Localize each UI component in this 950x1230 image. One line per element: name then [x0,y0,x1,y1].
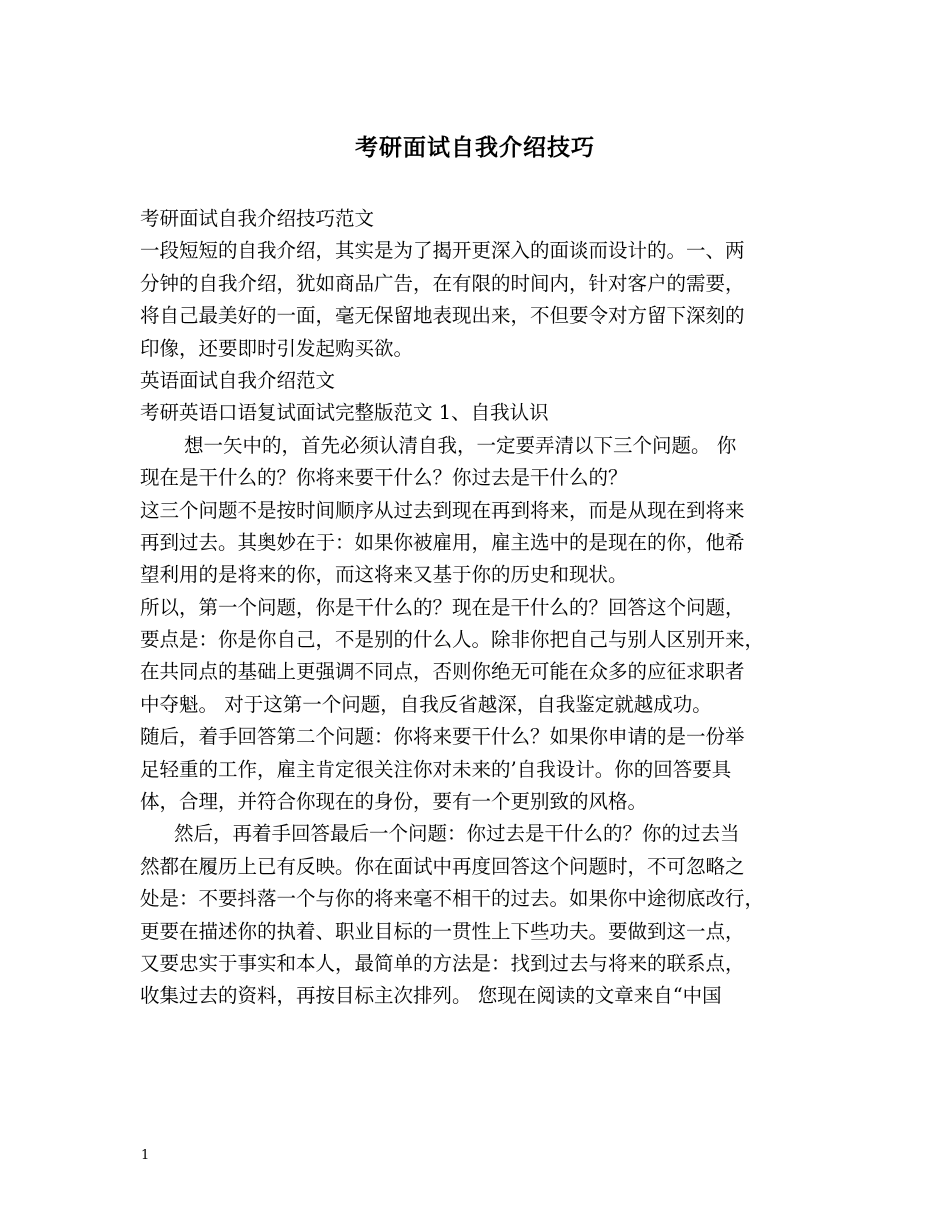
page-number: 1 [141,1148,150,1163]
body-line: 考研面试自我介绍技巧范文 [140,207,375,230]
document-title: 考研面试自我介绍技巧 [355,134,595,161]
body-line: 现在是干什么的？你将来要干什么？你过去是干什么的？ [140,466,628,490]
body-line: 要点是：你是你自己，不是别的什么人。除非你把自己与别人区别开来， [140,628,765,652]
body-line: 印像，还要即时引发起购买欲。 [140,336,414,360]
body-line: 然后，再着手回答最后一个问题：你过去是干什么的？你的过去当 [174,822,740,846]
body-line: 分钟的自我介绍，犹如商品广告，在有限的时间内，针对客户的需要， [140,271,745,295]
body-line: 在共同点的基础上更强调不同点，否则你绝无可能在众多的应征求职者 [140,660,745,684]
body-line: 这三个问题不是按时间顺序从过去到现在再到将来，而是从现在到将来 [140,498,745,522]
body-line: 又要忠实于事实和本人，最简单的方法是：找到过去与将来的联系点， [140,951,745,975]
body-line: 中夺魁。 对于这第一个问题，自我反省越深，自我鉴定就越成功。 [140,692,712,716]
body-line: 随后，着手回答第二个问题：你将来要干什么？如果你申请的是一份举 [140,725,745,749]
body-line: 然都在履历上已有反映。你在面试中再度回答这个问题时，不可忽略之 [140,854,745,878]
body-line: 足轻重的工作，雇主肯定很关注你对未来的’自我设计。你的回答要具 [140,757,732,781]
body-line: 考研英语口语复试面试完整版范文 1、自我认识 [140,401,549,425]
body-line: 体，合理，并符合你现在的身份，要有一个更别致的风格。 [140,790,648,814]
body-line: 将自己最美好的一面，毫无保留地表现出来，不但要令对方留下深刻的 [140,304,745,328]
body-line: 收集过去的资料，再按目标主次排列。 您现在阅读的文章来自“中国 [140,984,722,1008]
body-line: 望利用的是将来的你，而这将来又基于你的历史和现状。 [140,563,628,587]
body-line: 想一矢中的，首先必须认清自我，一定要弄清以下三个问题。 你 [184,433,737,457]
body-line: 再到过去。其奥妙在于：如果你被雇用，雇主选中的是现在的你，他希 [140,530,745,554]
body-line: 一段短短的自我介绍，其实是为了揭开更深入的面谈而设计的。一、两 [140,239,745,263]
body-line: 英语面试自我介绍范文 [140,368,336,392]
body-line: 所以，第一个问题，你是干什么的？现在是干什么的？回答这个问题， [140,595,745,619]
document-body [140,203,820,1013]
body-line: 处是：不要抖落一个与你的将来毫不相干的过去。如果你中途彻底改行， [140,887,765,911]
body-line: 更要在描述你的执着、职业目标的一贯性上下些功夫。要做到这一点， [140,919,745,943]
